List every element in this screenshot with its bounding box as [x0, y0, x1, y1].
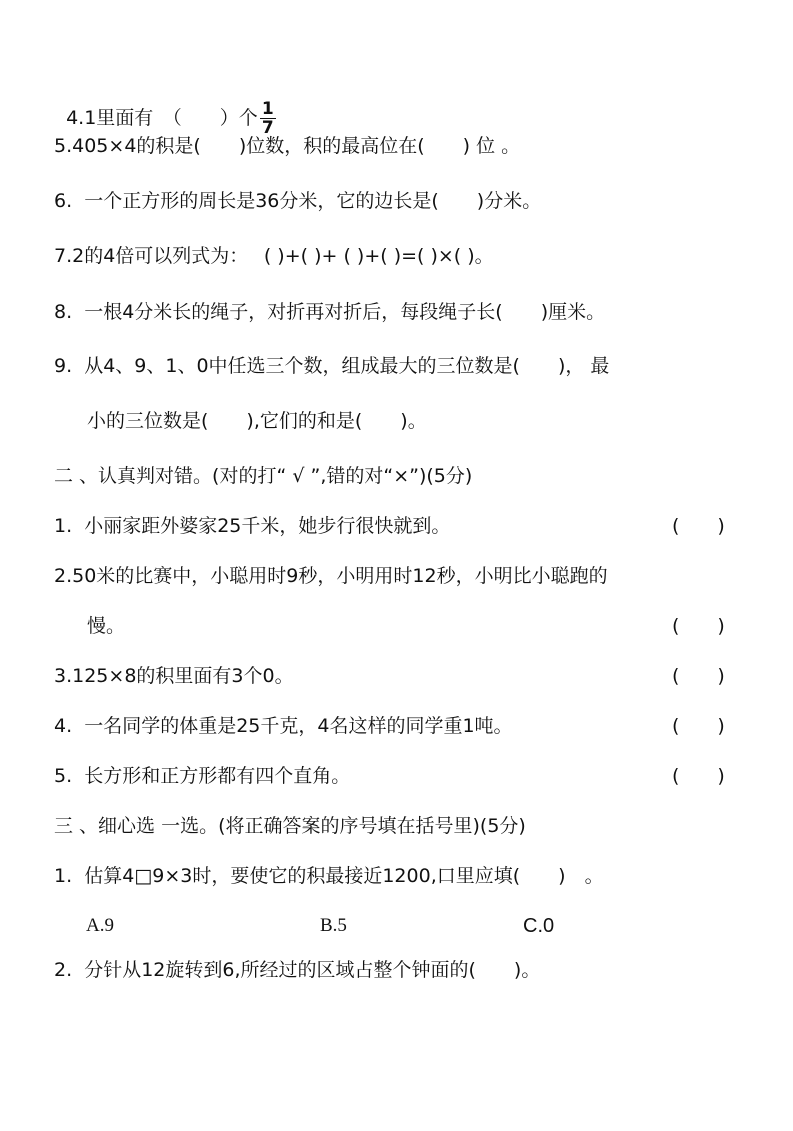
judge-item-4: 4. 一名同学的体重是25千克，4名这样的同学重1吨。	[54, 715, 513, 737]
judge-item-5: 5. 长方形和正方形都有四个直角。	[54, 765, 351, 787]
judge-item-5-paren: ( )	[672, 765, 725, 787]
question-4-text: 4.1里面有 （ ）个	[66, 107, 258, 129]
question-7: 7.2的4倍可以列式为： ( )+( )+ ( )+( )=( )×( )。	[54, 245, 494, 267]
choice-question-1: 1. 估算4□9×3时，要使它的积最接近1200,口里应填( ) 。	[54, 865, 604, 887]
judge-item-4-paren: ( )	[672, 715, 725, 737]
fraction-numerator: 1	[261, 99, 274, 119]
fraction-denominator: 7	[261, 118, 274, 138]
section-3-heading: 三 、细心选 一选。(将正确答案的序号填在括号里)(5分)	[54, 815, 526, 837]
question-4	[54, 72, 276, 137]
judge-item-2: 2.50米的比赛中，小聪用时9秒，小明用时12秒，小明比小聪跑的	[54, 565, 608, 587]
judge-item-2-cont: 慢。	[87, 615, 126, 637]
question-8: 8. 一根4分米长的绳子，对折再对折后，每段绳子长( )厘米。	[54, 301, 606, 323]
option-c: C.0	[523, 915, 555, 937]
choice-question-2: 2. 分针从12旋转到6,所经过的区域占整个钟面的( )。	[54, 959, 541, 981]
question-9-line-2: 小的三位数是( ),它们的和是( )。	[87, 410, 427, 432]
judge-item-3-paren: ( )	[672, 665, 725, 687]
judge-item-1: 1. 小丽家距外婆家25千米，她步行很快就到。	[54, 515, 451, 537]
judge-item-2-paren: ( )	[672, 615, 725, 637]
question-5: 5.405×4的积是( )位数，积的最高位在( ) 位 。	[54, 135, 521, 157]
option-a: A.9	[86, 915, 114, 936]
judge-item-3: 3.125×8的积里面有3个0。	[54, 665, 294, 687]
question-9-line-1: 9. 从4、9、1、0中任选三个数，组成最大的三位数是( )， 最	[54, 355, 610, 377]
option-b: B.5	[320, 915, 347, 936]
judge-item-1-paren: ( )	[672, 515, 725, 537]
question-6: 6. 一个正方形的周长是36分米，它的边长是( )分米。	[54, 190, 542, 212]
section-2-heading: 二 、认真判对错。(对的打“ √ ”,错的对“×”)(5分)	[54, 465, 473, 487]
